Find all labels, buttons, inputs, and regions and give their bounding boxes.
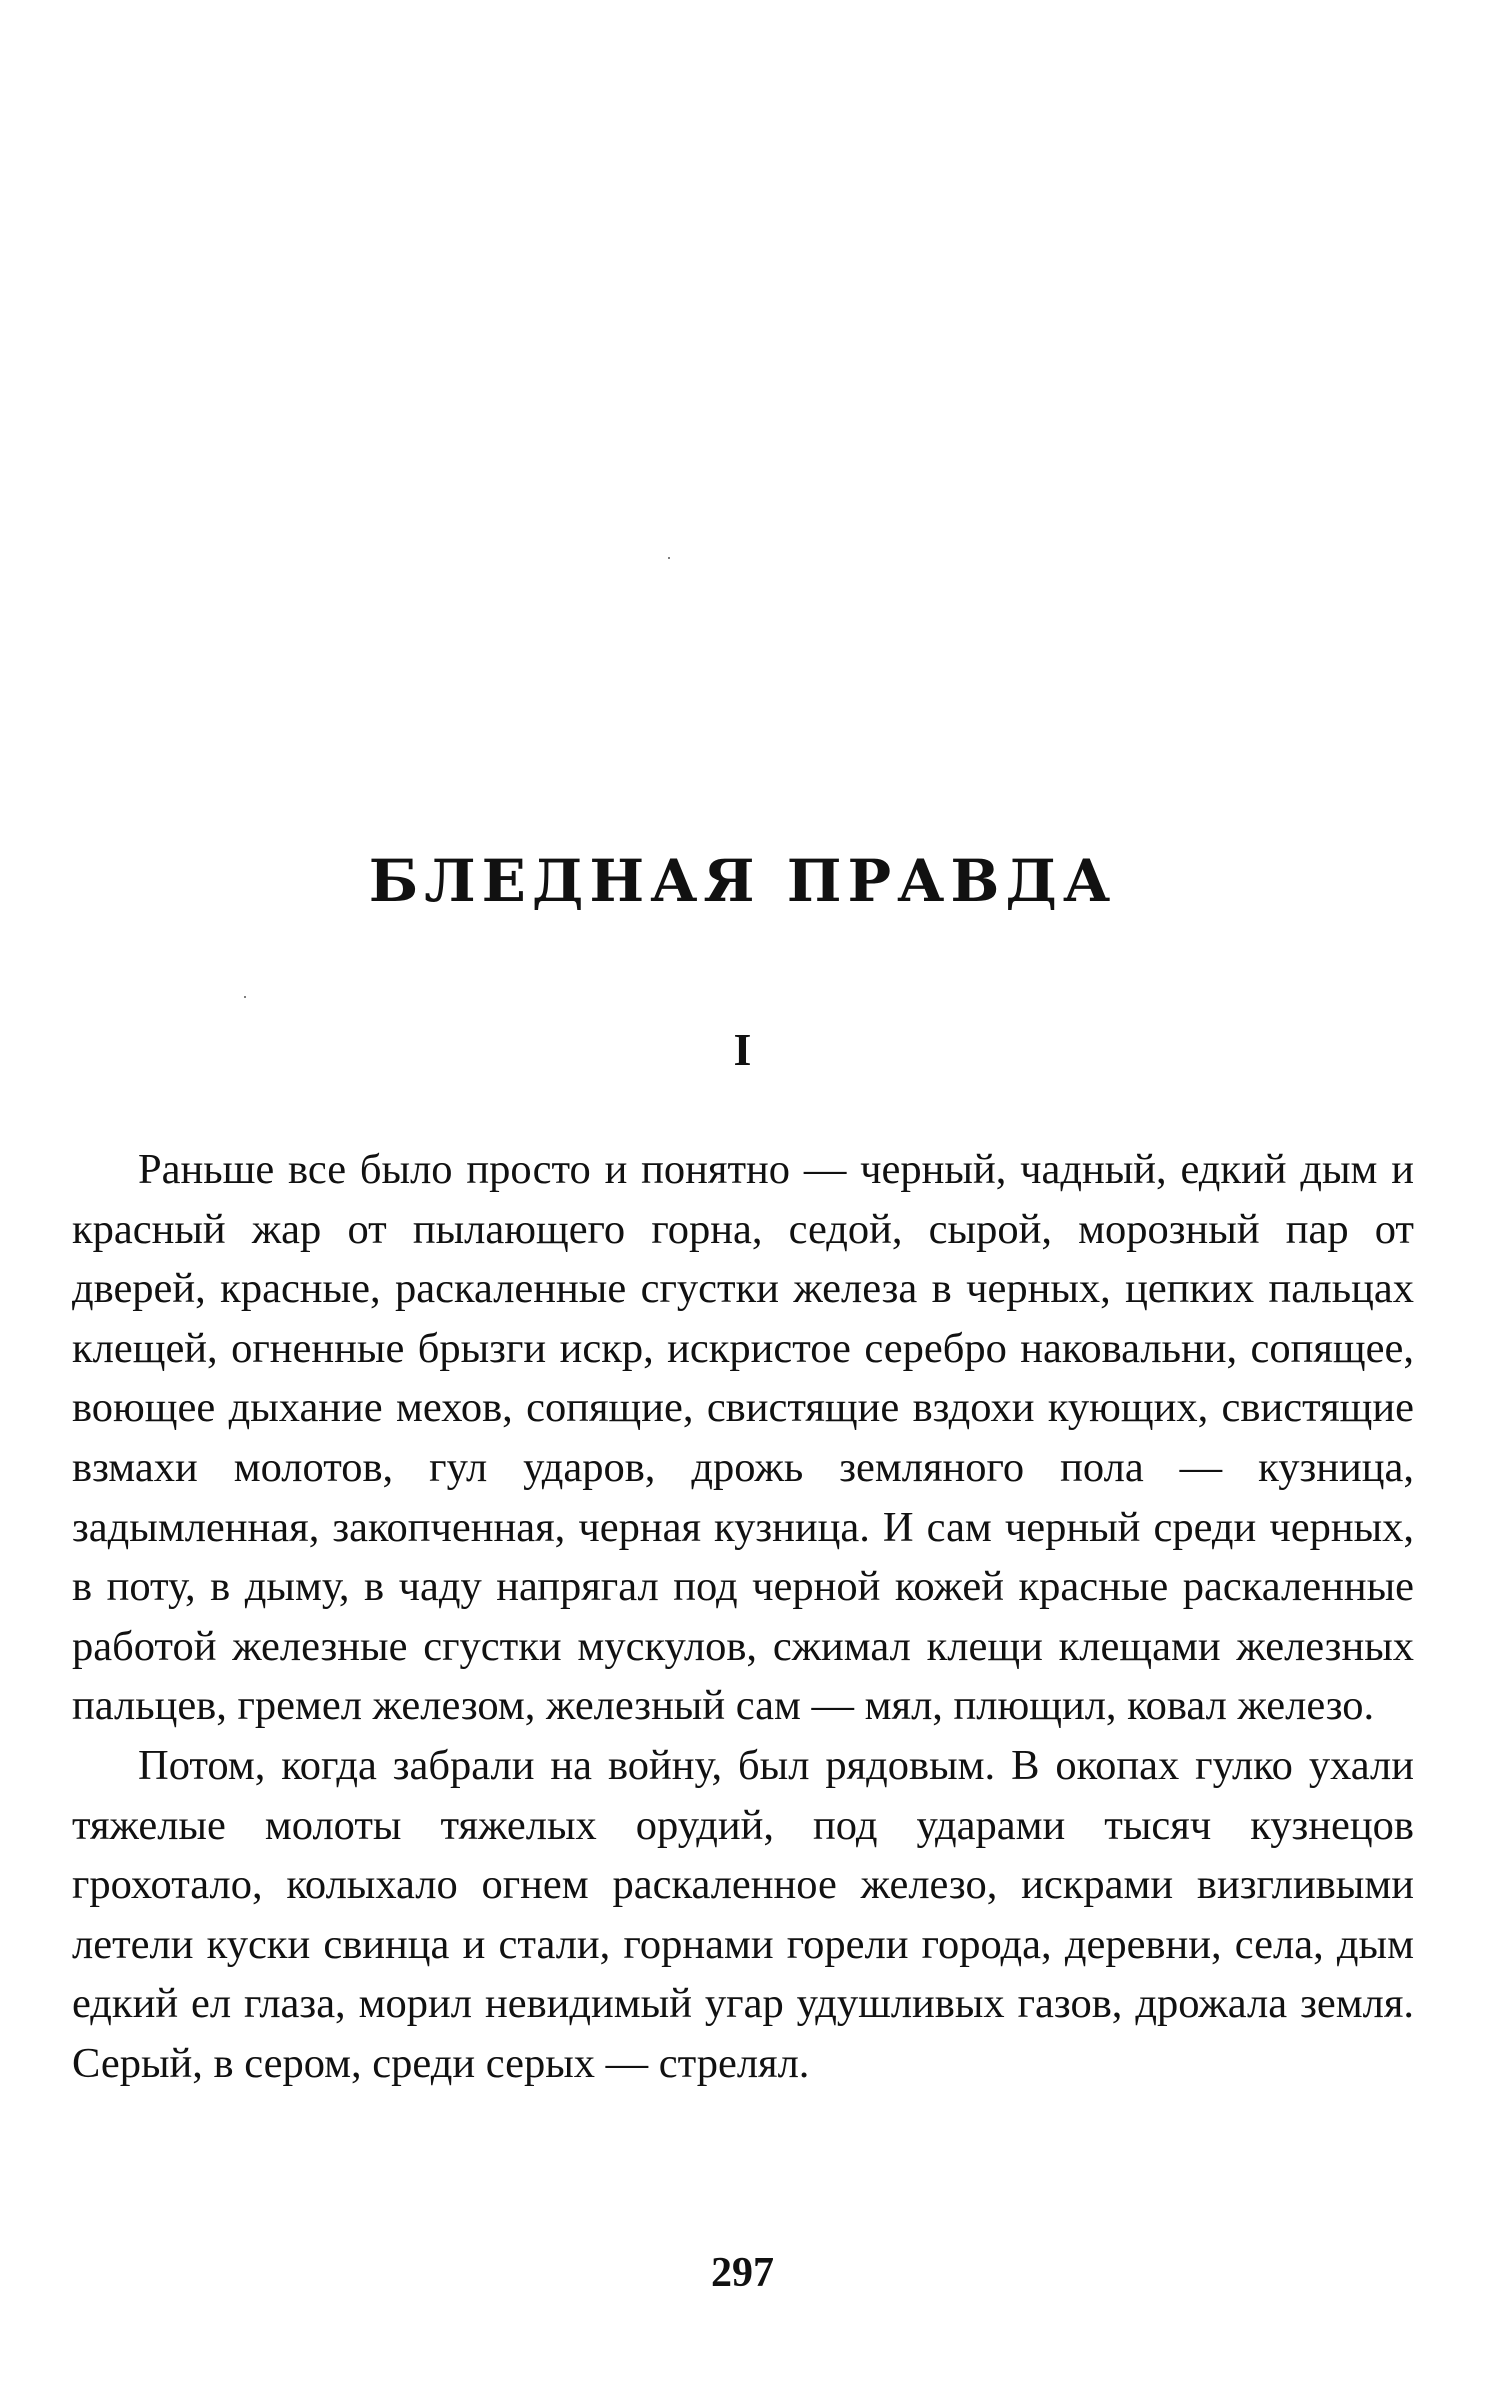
page-number: 297 <box>711 2250 774 2296</box>
chapter-title: БЛЕДНАЯ ПРАВДА <box>368 847 1117 915</box>
print-speck <box>244 996 246 998</box>
paragraph: Раньше все было просто и понятно — черный, чадный, едкий дым и красный жар от пылающего горна, седой, сырой, морозный пар от дверей, красные, раскаленные сгустки железа в черных, цепких пальцах клещей, огненные брызги искр, искристое серебро наковальни, сопящее, воющее дыхание мехов, сопящие, свистящие вздохи кующих, свистящие взмахи молотов, гул ударов, дрожь земляного пола — кузница, задымленная, закопченная, черная кузница. И сам черный среди черных, в поту, в дыму, в чаду напрягал под черной кожей красные раскаленные работой железные сгустки мускулов, сжимал клещи клещами железных пальцев, гремел железом, железный сам — мял, плющил, ковал железо. <box>72 1146 1414 1730</box>
body-text <box>72 1140 1414 2094</box>
print-speck <box>668 557 670 559</box>
section-number: I <box>733 1024 752 1075</box>
paragraph: Потом, когда забрали на войну, был рядовым. В окопах гулко ухали тяжелые молоты тяжелых орудий, под ударами тысяч кузнецов грохотало, колыхало огнем раскаленное железо, искрами визгливыми летели куски свинца и стали, горнами горели города, деревни, села, дым едкий ел глаза, морил невидимый угар удушливых газов, дрожала земля. Серый, в сером, среди серых — стрелял. <box>72 1741 1414 2087</box>
